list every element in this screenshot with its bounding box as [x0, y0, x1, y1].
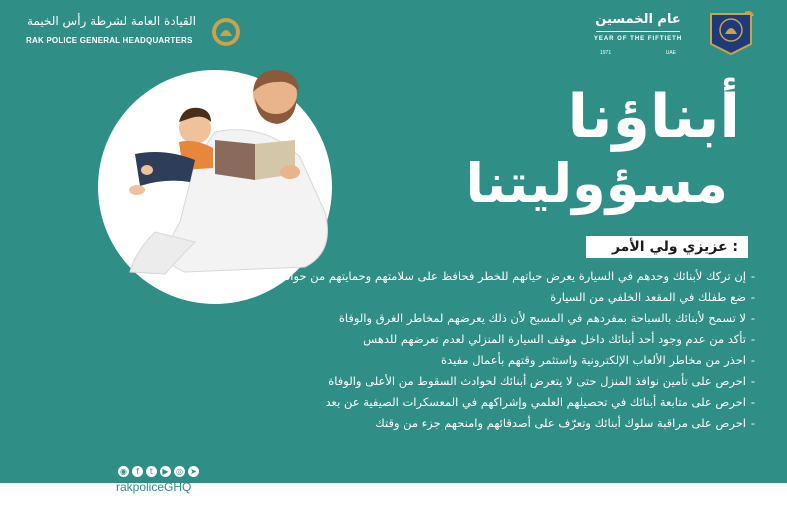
- bullet-dash: -: [750, 332, 756, 346]
- fifty-years-badge-icon: [705, 10, 757, 56]
- facebook-icon[interactable]: f: [132, 466, 143, 477]
- police-emblem-icon: [210, 16, 242, 48]
- tip-text: لا تسمح لأبنائك بالسباحة بمفردهم في المسبح لأن ذلك يعرضهم لمخاطر الغرق والوفاة: [338, 311, 746, 325]
- rak-name-arabic: القيادة العامة لشرطة رأس الخيمة: [27, 14, 196, 28]
- dear-parent-label: عزيزي ولي الأمر :: [586, 236, 748, 258]
- list-item: [70, 350, 760, 371]
- year-small-right: UAE: [665, 50, 676, 56]
- bullet-dash: -: [750, 311, 756, 325]
- title-line-2: مسؤوليتنا: [465, 152, 728, 215]
- social-handle[interactable]: rakpoliceGHQ: [116, 480, 192, 494]
- tip-text: احرص على تأمين نوافذ المنزل حتى لا يتعرض أبنائك لحوادث السقوط من الأعلى والوفاة: [328, 374, 746, 388]
- rak-police-logo: [26, 14, 246, 50]
- tip-text: احذر من مخاطر الألعاب الإلكترونية واستثمر وقتهم بأعمال مفيدة: [441, 353, 746, 367]
- year-arabic: عام الخمسين: [595, 12, 681, 27]
- bullet-dash: -: [750, 395, 756, 409]
- tips-list: [70, 266, 760, 434]
- list-item: [70, 413, 760, 434]
- list-item: [70, 266, 760, 287]
- year-small-left: 1971: [600, 50, 612, 56]
- father-reading-to-child-illustration: [95, 62, 345, 282]
- tip-text: إن تركك لأبنائك وحدهم في السيارة يعرض حياتهم للخطر فحافظ على سلامتهم وحمايتهم من حوادث الاختناق: [234, 269, 746, 283]
- bullet-dash: -: [750, 416, 756, 430]
- twitter-icon[interactable]: t: [146, 466, 157, 477]
- divider: [596, 31, 680, 32]
- title-line-1: أبناؤنا: [567, 82, 740, 152]
- instagram-icon[interactable]: ◎: [174, 466, 185, 477]
- year-english: YEAR OF THE FIFTIETH: [593, 36, 683, 42]
- bullet-dash: -: [750, 269, 756, 283]
- telegram-icon[interactable]: ➤: [188, 466, 199, 477]
- list-item: [70, 392, 760, 413]
- tip-text: ضع طفلك في المقعد الخلفي من السيارة: [550, 290, 746, 304]
- social-icons: [118, 466, 199, 477]
- list-item: [70, 329, 760, 350]
- list-item: [70, 287, 760, 308]
- year-of-fiftieth-logo: [588, 12, 688, 57]
- bullet-dash: -: [750, 290, 756, 304]
- header-bar: [0, 0, 787, 62]
- youtube-icon[interactable]: ▶: [160, 466, 171, 477]
- snapchat-icon[interactable]: ◉: [118, 466, 129, 477]
- year-small-labels: [600, 50, 676, 56]
- tip-text: احرص على مراقبة سلوك أبنائك وتعرّف على أصدقائهم وامنحهم جزء من وقتك: [375, 416, 746, 430]
- bullet-dash: -: [750, 374, 756, 388]
- bullet-dash: -: [750, 353, 756, 367]
- tip-text: تأكد من عدم وجود أحد أبنائك داخل موقف السيارة المنزلي لعدم تعرضهم للدهس: [363, 332, 746, 346]
- list-item: [70, 308, 760, 329]
- list-item: [70, 371, 760, 392]
- rak-name-english: RAK POLICE GENERAL HEADQUARTERS: [26, 36, 193, 45]
- tip-text: احرص على متابعة أبنائك في تحصيلهم العلمي وإشراكهم في المعسكرات الصيفية عن بعد: [325, 395, 746, 409]
